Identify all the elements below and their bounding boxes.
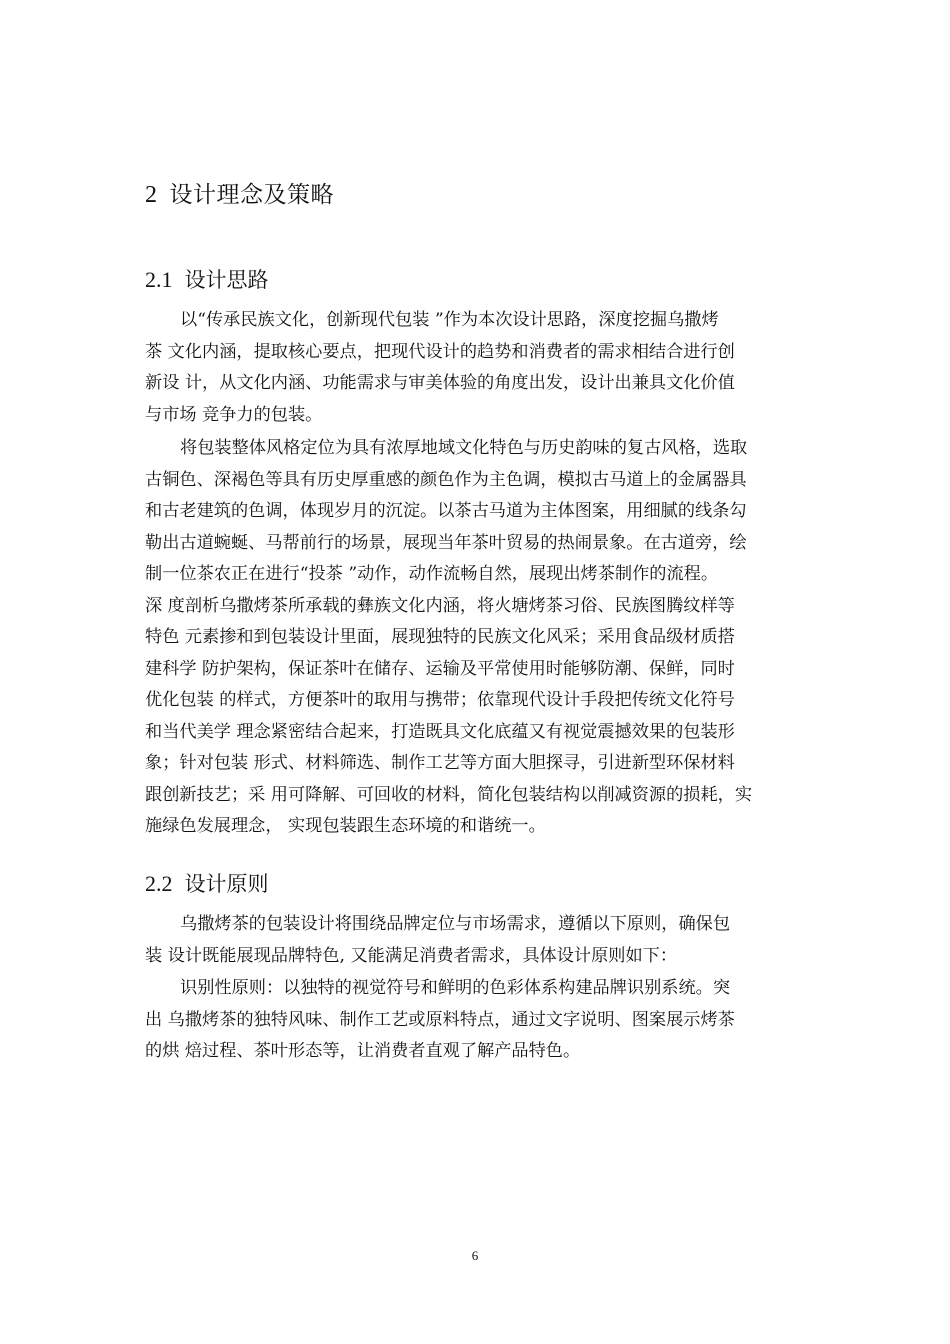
text-line: 出 乌撒烤茶的独特风味、制作工艺或原料特点，通过文字说明、图案展示烤茶 (145, 1009, 735, 1030)
section-number: 2.1 (145, 267, 173, 292)
text-line: 的烘 焙过程、茶叶形态等，让消费者直观了解产品特色。 (145, 1041, 581, 1061)
paragraph-recognition-principle (145, 973, 817, 1068)
chapter-title: 设计理念及策略 (169, 182, 334, 208)
text-line: 和古老建筑的色调，体现岁月的沉淀。以茶古马道为主体图案，用细腻的线条勾 (145, 501, 747, 521)
paragraph-design-concept (145, 305, 817, 431)
text-line: 与市场 竞争力的包装。 (145, 404, 323, 425)
text-line: 装 设计既能展现品牌特色, 又能满足消费者需求，具体设计原则如下： (145, 945, 678, 966)
chapter-heading (145, 176, 334, 209)
paragraph-style-positioning (145, 433, 817, 843)
text-line: 施绿色发展理念， 实现包装跟生态环境的和谐统一。 (145, 816, 546, 836)
page-number: 6 (471, 1248, 479, 1263)
text-line: 制一位茶农正在进行“投茶 ”动作，动作流畅自然，展现出烤茶制作的流程。 (145, 564, 719, 584)
text-line: 深 度剖析乌撒烤茶所承载的彝族文化内涵，将火塘烤茶习俗、民族图腾纹样等 (145, 595, 735, 616)
section-heading-2-1 (145, 264, 269, 294)
section-heading-2-2 (145, 868, 269, 898)
text-line: 象；针对包装 形式、材料筛选、制作工艺等方面大胆探寻，引进新型环保材料 (145, 753, 735, 773)
section-title: 设计思路 (184, 268, 269, 292)
text-line: 建科学 防护架构，保证茶叶在储存、运输及平常使用时能够防潮、保鲜，同时 (145, 658, 735, 679)
text-line: 以“传承民族文化，创新现代包装 ”作为本次设计思路，深度挖掘乌撒烤 (180, 310, 719, 330)
section-title: 设计原则 (184, 872, 269, 896)
text-line: 优化包装 的样式，方便茶叶的取用与携带；依靠现代设计手段把传统文化符号 (145, 690, 735, 710)
text-line: 古铜色、深褐色等具有历史厚重感的颜色作为主色调，模拟古马道上的金属器具 (145, 469, 747, 490)
text-line: 识别性原则：以独特的视觉符号和鲜明的色彩体系构建品牌识别系统。突 (180, 978, 731, 998)
text-line: 特色 元素掺和到包装设计里面，展现独特的民族文化风采；采用食品级材质搭 (145, 627, 735, 647)
text-line: 勒出古道蜿蜒、马帮前行的场景，展现当年茶叶贸易的热闹景象。在古道旁，绘 (145, 532, 747, 553)
text-line: 将包装整体风格定位为具有浓厚地域文化特色与历史韵味的复古风格，选取 (180, 438, 748, 458)
text-line: 和当代美学 理念紧密结合起来，打造既具文化底蕴又有视觉震撼效果的包装形 (145, 721, 735, 742)
section-number: 2.2 (145, 871, 173, 896)
chapter-number: 2 (145, 182, 158, 208)
text-line: 新设 计，从文化内涵、功能需求与审美体验的角度出发，设计出兼具文化价值 (145, 373, 735, 393)
paragraph-principles-intro (145, 909, 817, 972)
text-line: 茶 文化内涵，提取核心要点，把现代设计的趋势和消费者的需求相结合进行创 (145, 341, 735, 362)
text-line: 跟创新技艺；采 用可降解、可回收的材料，简化包装结构以削减资源的损耗，实 (145, 784, 753, 805)
text-line: 乌撒烤茶的包装设计将围绕品牌定位与市场需求，遵循以下原则，确保包 (180, 914, 731, 934)
